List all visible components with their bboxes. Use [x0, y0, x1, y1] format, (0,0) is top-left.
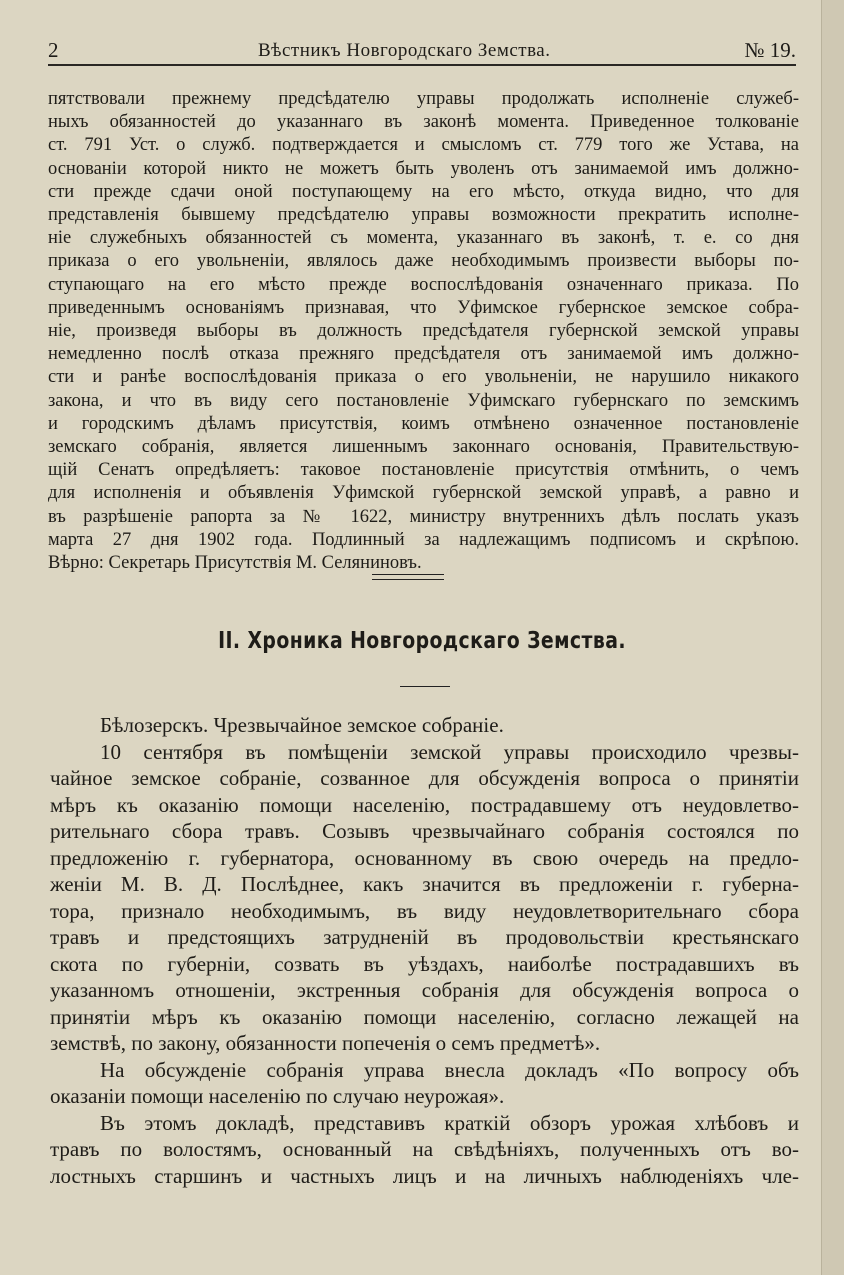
subsection-title: Бѣлозерскъ. Чрезвычайное земское собраніе. [100, 713, 504, 737]
text-line: Вѣрно: Секретарь Присутствія М. Селяниновъ. [48, 553, 422, 574]
text-line: тора, признало необходимымъ, въ виду неудовлетворительнаго сбора [50, 898, 799, 923]
section-title-rule [400, 686, 450, 687]
text-line: земствѣ, по закону, обязанности попеченія о семъ предметѣ». [50, 1031, 601, 1055]
page-edge [821, 0, 844, 1275]
text-line: немедленно послѣ отказа прежняго предсѣдателя отъ занимаемой имъ должно- [48, 344, 799, 365]
section-title: II. Хроника Новгородскаго Земства. [218, 628, 626, 654]
text-line: лостныхъ старшинъ и частныхъ лицъ и на личныхъ наблюденіяхъ чле- [50, 1163, 799, 1188]
text-line: для исполненія и объявленія Уфимской губернской земской управѣ, а равно и [48, 483, 799, 504]
page-number: 2 [48, 38, 59, 62]
text-line: пятствовали прежнему предсѣдателю управы продолжать исполненіе служеб- [48, 89, 799, 109]
text-line: мѣръ къ оказанію помощи населенію, пострадавшему отъ неудовлетво- [50, 792, 799, 817]
text-line: оказаніи помощи населенію по случаю неурожая». [50, 1084, 505, 1108]
text-line: приказа о его увольненіи, являлось даже необходимымъ произвести выборы по- [48, 251, 799, 272]
text-line: представленія бывшему предсѣдателю управы возможности прекратить исполне- [48, 205, 799, 226]
text-line: ніе, произведя выборы въ должность предсѣдателя губернской земской управы [48, 321, 799, 342]
chronicle-text [50, 712, 799, 1189]
running-header [48, 36, 796, 66]
text-line: марта 27 дня 1902 года. Подлинный за надлежащимъ подписомъ и скрѣпою. [48, 529, 799, 550]
text-line: ступающаго на его мѣсто прежде воспослѣдованія означеннаго приказа. По [48, 274, 799, 295]
text-line: рительнаго сбора травъ. Созывъ чрезвычайнаго собранія состоялся по [50, 819, 799, 843]
journal-title: Вѣстникъ Новгородскаго Земства. [258, 40, 551, 61]
text-line: и городскимъ дѣламъ присутствія, коимъ отмѣнено означенное постановленіе [48, 413, 799, 434]
text-line: травъ по волостямъ, основанный на свѣдѣніяхъ, полученныхъ отъ во- [50, 1137, 799, 1161]
section-divider-top [372, 574, 444, 575]
text-line: приведеннымъ основаніямъ признавая, что Уфимское губернское земское собра- [48, 297, 799, 318]
text-line: указанномъ отношеніи, экстренныя собранія для обсужденія вопроса о [50, 978, 799, 1002]
header-rule [48, 64, 796, 66]
text-line: чайное земское собраніе, созванное для обсужденія вопроса о принятіи [50, 766, 799, 790]
text-line: травъ и предстоящихъ затрудненій въ продовольствіи крестьянскаго [50, 925, 799, 949]
text-line: предложенію г. губернатора, основанному въ свою очередь на предло- [50, 845, 799, 870]
text-line: На обсужденіе собранія управа внесла докладъ «По вопросу объ [100, 1057, 799, 1082]
text-line: земскаго собранія, является лишеннымъ законнаго основанія, Правительствую- [48, 437, 799, 458]
text-line: Въ этомъ докладѣ, представивъ краткій обзоръ урожая хлѣбовъ и [100, 1110, 799, 1135]
text-line: ніе служебныхъ обязанностей съ момента, указаннаго въ законѣ, т. е. со дня [48, 228, 799, 249]
text-line: сти прежде сдачи оной поступающему на его мѣсто, откуда видно, что для [48, 181, 799, 202]
text-line: скота по губерніи, созвать въ уѣздахъ, наиболѣе пострадавшихъ въ [50, 951, 799, 976]
text-line: ст. 791 Уст. о служб. подтверждается и смысломъ ст. 779 того же Устава, на [48, 135, 799, 156]
text-line: принятіи мѣръ къ оказанію помощи населенію, согласно лежащей на [50, 1004, 799, 1029]
section-divider-bottom [372, 579, 444, 580]
text-line: щій Сенатъ опредѣляетъ: таковое постановленіе присутствія отмѣнить, о чемъ [48, 460, 799, 481]
text-line: закона, и что въ виду сего постановленіе Уфимскаго губернскаго по земскимъ [48, 390, 799, 411]
issue-number: № 19. [744, 38, 796, 62]
text-line: основаніи которой никто не можетъ быть уволенъ отъ занимаемой имъ должно- [48, 158, 799, 179]
text-line: сти и ранѣе воспослѣдованія приказа о его увольненіи, не нарушило никакого [48, 367, 799, 388]
text-line: женіи М. В. Д. Послѣднее, какъ значится въ предложеніи г. губерна- [50, 872, 799, 896]
text-line: въ разрѣшеніе рапорта за № 1622, министру внутреннихъ дѣлъ послать указъ [48, 506, 799, 527]
senate-ruling-text [48, 88, 799, 575]
text-line: ныхъ обязанностей до указаннаго въ законѣ момента. Приведенное толкованіе [48, 112, 799, 133]
text-line: 10 сентября въ помѣщеніи земской управы происходило чрезвы- [100, 739, 799, 764]
